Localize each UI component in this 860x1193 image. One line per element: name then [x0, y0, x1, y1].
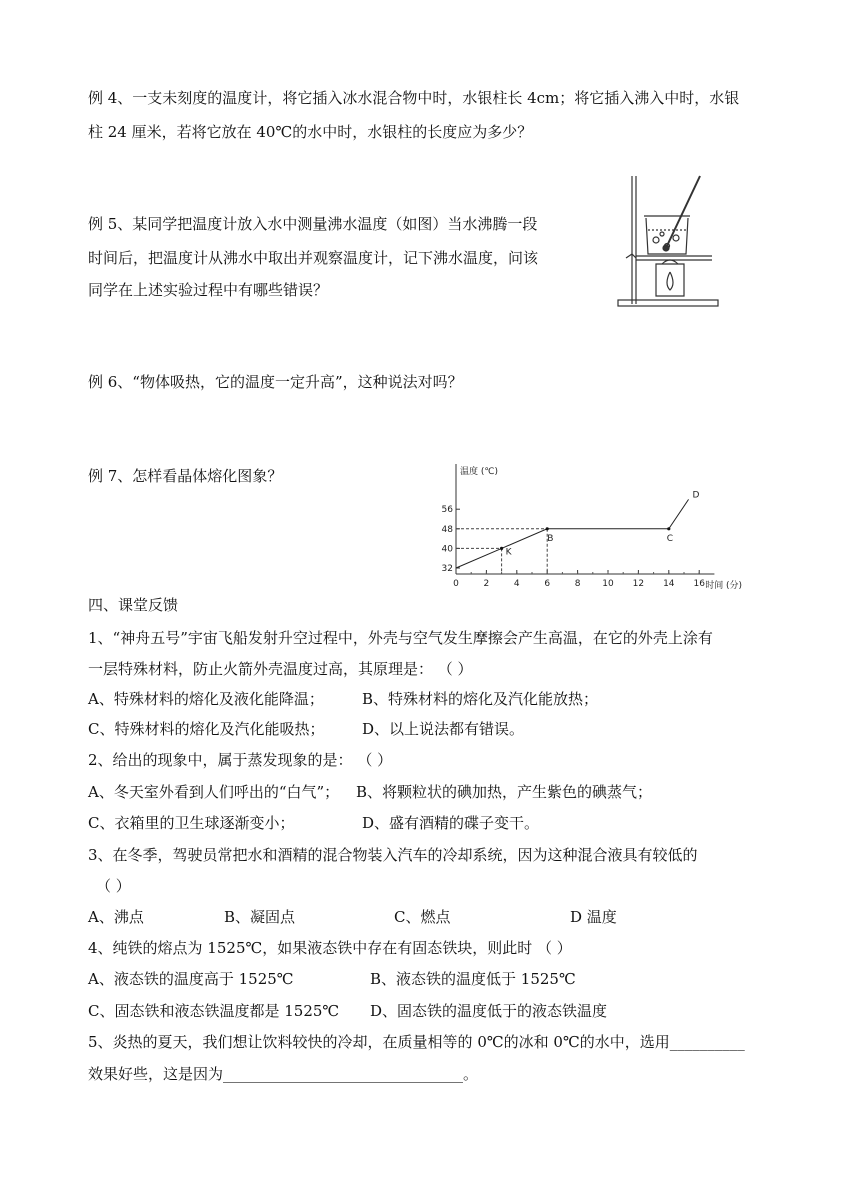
- q4-line1: 4、纯铁的熔点为 1525℃，如果液态铁中存在有固态铁块，则此时 （ ）: [88, 939, 572, 957]
- y-tick-label: 40: [441, 544, 453, 555]
- q1-option-c: C、特殊材料的熔化及汽化能吸热；: [88, 720, 325, 738]
- ex5-line3: 同学在上述实验过程中有哪些错误？: [88, 281, 329, 299]
- point-label: C: [666, 533, 674, 544]
- ex4-line1: 例 4、一支未刻度的温度计，将它插入冰水混合物中时，水银柱长 4cm；将它插入沸入中时，水银: [88, 89, 740, 107]
- boiling-apparatus-figure: [612, 172, 724, 310]
- data-point: [667, 527, 670, 530]
- ex7-line1: 例 7、怎样看晶体熔化图象？: [88, 467, 283, 485]
- melting-chart-svg: [436, 460, 796, 590]
- x-tick-label: 12: [632, 579, 645, 589]
- q1-option-b: B、特殊材料的熔化及汽化能放热；: [362, 690, 599, 708]
- q3-option-d: D 温度: [570, 908, 617, 926]
- melting-curve: [456, 499, 689, 568]
- ex5-line2: 时间后，把温度计从沸水中取出并观察温度计，记下沸水温度，问该: [88, 249, 539, 267]
- q3-option-c: C、燃点: [394, 908, 451, 926]
- section4-heading: 四、课堂反馈: [88, 596, 179, 614]
- x-tick-label: 14: [663, 579, 675, 589]
- x-axis-label: 时间 (分): [705, 581, 743, 590]
- point-label: B: [547, 533, 554, 544]
- ex6-line1: 例 6、“物体吸热，它的温度一定升高”，这种说法对吗？: [88, 373, 463, 391]
- q3-option-a: A、沸点: [88, 908, 144, 926]
- q4-option-c: C、固态铁和液态铁温度都是 1525℃: [88, 1002, 340, 1020]
- point-label: K: [505, 547, 512, 558]
- x-tick-label: 4: [513, 579, 520, 589]
- y-tick-label: 56: [441, 505, 453, 516]
- ex4-line2: 柱 24 厘米，若将它放在 40℃的水中时，水银柱的长度应为多少？: [88, 123, 533, 141]
- q3-line1: 3、在冬季，驾驶员常把水和酒精的混合物装入汽车的冷却系统，因为这种混合液具有较低的: [88, 846, 698, 864]
- x-tick-label: 10: [602, 579, 614, 589]
- y-tick-label: 48: [441, 524, 453, 535]
- q1-option-d: D、以上说法都有错误。: [362, 720, 525, 738]
- q2-option-a: A、冬天室外看到人们呼出的“白气”；: [88, 783, 340, 801]
- y-axis-label: 温度 (℃): [460, 467, 498, 477]
- data-point: [500, 547, 503, 550]
- melting-chart: [436, 460, 796, 590]
- q2-option-b: B、将颗粒状的碘加热，产生紫色的碘蒸气；: [356, 783, 653, 801]
- q3-line2: （ ）: [96, 877, 131, 895]
- x-tick-label: 2: [483, 579, 490, 589]
- q5-line1: 5、炎热的夏天，我们想让饮料较快的冷却，在质量相等的 0℃的冰和 0℃的水中，选用__________: [88, 1033, 745, 1051]
- q4-option-d: D、固态铁的温度低于的液态铁温度: [370, 1002, 608, 1020]
- q1-option-a: A、特殊材料的熔化及液化能降温；: [88, 690, 324, 708]
- data-point: [546, 527, 549, 530]
- q3-option-b: B、凝固点: [224, 908, 296, 926]
- x-tick-label: 0: [453, 579, 459, 589]
- point-label: D: [692, 490, 700, 501]
- x-tick-label: 8: [574, 579, 581, 589]
- q4-option-a: A、液态铁的温度高于 1525℃: [88, 970, 294, 988]
- q1-line2: 一层特殊材料，防止火箭外壳温度过高，其原理是： （ ）: [88, 660, 473, 678]
- q2-line1: 2、给出的现象中，属于蒸发现象的是： （ ）: [88, 751, 393, 769]
- q1-line1: 1、“神舟五号”宇宙飞船发射升空过程中，外壳与空气发生摩擦会产生高温，在它的外壳上涂有: [88, 629, 713, 647]
- y-tick-label: 32: [441, 564, 453, 574]
- x-tick-label: 16: [693, 579, 705, 589]
- q2-option-d: D、盛有酒精的碟子变干。: [362, 814, 540, 832]
- x-tick-label: 6: [544, 579, 551, 589]
- q5-line2: 效果好些，这是因为________________________________。: [88, 1065, 479, 1083]
- q2-option-c: C、衣箱里的卫生球逐渐变小；: [88, 814, 295, 832]
- ex5-line1: 例 5、某同学把温度计放入水中测量沸水温度（如图）当水沸腾一段: [88, 215, 538, 233]
- q4-option-b: B、液态铁的温度低于 1525℃: [370, 970, 576, 988]
